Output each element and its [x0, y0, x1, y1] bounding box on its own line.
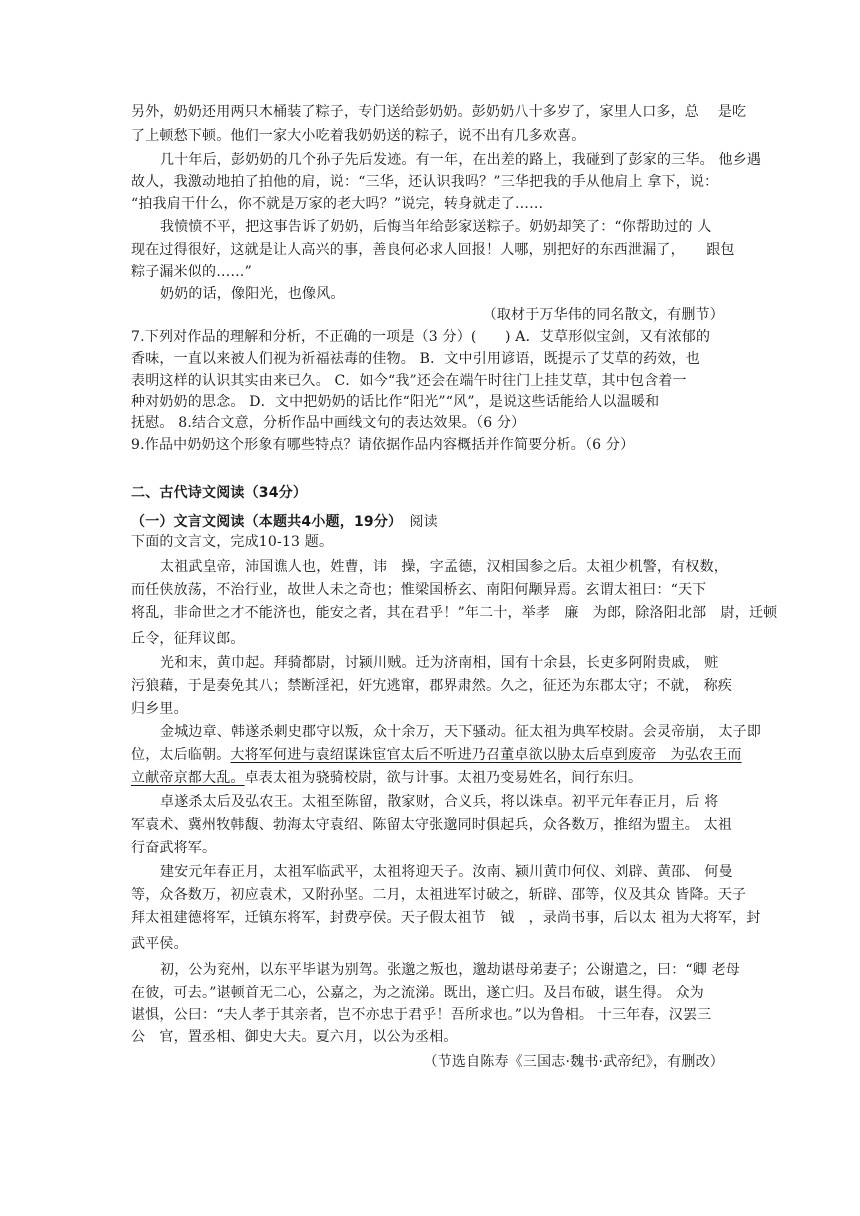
body-text-line: 粽子漏米似的……” [131, 264, 252, 280]
classical-text-line: 拜太祖建德将军，迁镇东将军，封费亭侯。天子假太祖节 钺 ，录尚书事，后以太 祖为大将军，封 [131, 910, 761, 926]
classical-text-line: 卓遂杀太后及弘农王。太祖至陈留，散家财，合义兵，将以诛卓。初平元年春正月，后 将 [160, 794, 719, 810]
subsection-heading-tail: 阅读 [409, 514, 438, 530]
body-text-line: 故人，我激动地拍了拍他的肩，说：“三华，还认识我吗？”三华把我的手从他肩上 拿下，说： [131, 174, 719, 190]
classical-text-line: 建安元年春正月，太祖军临武平，太祖将迎天子。汝南、颍川黄巾何仪、刘辟、黄邵、 何曼 [160, 864, 733, 880]
subsection-heading-row [131, 512, 438, 532]
body-text-line: 了上顿愁下顿。他们一家大小吃着我奶奶送的粽子，说不出有几多欢喜。 [131, 128, 586, 144]
underlined-passage: 立献帝京都大乱。 [131, 770, 245, 786]
classical-text-line: 谌惧，公曰：“夫人孝于其亲者，岂不亦忠于君乎！吾所求也。”以为鲁相。 十三年春，汉罢三 [131, 1007, 712, 1023]
underlined-passage: 大将军何进与袁绍谋诛宦官太后不听进乃召董卓欲以胁太后卓到废帝 为弘农王而 [230, 747, 742, 763]
classical-text-line: 公 官，置丞相、御史大夫。夏六月，以公为丞相。 [131, 1029, 458, 1045]
classical-text-line: 金城边章、韩遂杀刺史郡守以叛，众十余万，天下骚动。征太祖为典军校尉。会灵帝崩， 太子即 [160, 724, 762, 740]
body-text-line: 现在过得很好，这就是让人高兴的事，善良何必求人回报！人哪，别把好的东西泄漏了， 跟包 [131, 242, 735, 258]
text-span: 位，太后临朝。 [131, 747, 231, 763]
classical-text-line: 光和末，黄巾起。拜骑都尉，讨颍川贼。迁为济南相，国有十余县，长吏多阿附贵戚， 赃 [160, 655, 719, 671]
question-line: 种对奶奶的思念。 D．文中把奶奶的话比作“阳光”“风”，是说这些话能给人以温暖和 [131, 394, 660, 410]
body-text-line: 几十年后，彭奶奶的几个孙子先后发迹。有一年，在出差的路上，我碰到了彭家的三华。 他乡遇 [160, 152, 762, 168]
classical-text-line: 太祖武皇帝，沛国谯人也，姓曹，讳 操，字孟德，汉相国参之后。太祖少机警，有权数， [160, 559, 728, 575]
question-line: 9.作品中奶奶这个形象有哪些特点？请依据作品内容概括并作简要分析。（6 分） [131, 437, 635, 453]
classical-text-line: 等，众各数万，初应袁术，又附孙坚。二月，太祖进军讨破之，斩辟、邵等，仪及其众 皆降。天子 [131, 887, 747, 903]
classical-text-line: 丘令，征拜议郎。 [131, 631, 245, 647]
body-text-line: 我愤愤不平，把这事告诉了奶奶，后悔当年给彭家送粽子。奶奶却笑了：“你帮助过的 人 [160, 219, 712, 235]
question-line: 7.下列对作品的理解和分析，不正确的一项是（3 分）( ) A．艾草形似宝剑，又有浓郁的 [131, 329, 711, 345]
subsection-heading: （一）文言文阅读（本题共4小题，19分） [131, 514, 396, 530]
classical-text-line: 而任侠放荡，不治行业，故世人未之奇也；惟梁国桥玄、南阳何颙异焉。玄谓太祖曰：“天下 [131, 582, 707, 598]
body-text-line: 另外，奶奶还用两只木桶装了粽子，专门送给彭奶奶。彭奶奶八十多岁了，家里人口多，总 是吃 [131, 104, 747, 120]
classical-text-line [131, 745, 742, 765]
classical-text-line: 初，公为兖州，以东平毕谌为别驾。张邈之叛也，邈劫谌母弟妻子；公谢遣之，曰：“卿 老母 [160, 962, 741, 978]
classical-text-line: 将乱，非命世之才不能济也，能安之者，其在君乎！”年二十，举孝 廉 为郎，除洛阳北部 尉，迁顿 [131, 605, 778, 621]
classical-text-line: 污狼藉，于是奏免其八；禁断淫祀，奸宄逃窜，郡界肃然。久之，征还为东郡太守；不就， 称疾 [131, 678, 733, 694]
classical-text-line: 归乡里。 [131, 701, 188, 717]
body-text-line: “拍我肩干什么，你不就是万家的老大吗？”说完，转身就走了…… [131, 196, 544, 212]
classical-text-line: 行奋武将军。 [131, 840, 217, 856]
question-line: 抚慰。 8.结合文意，分析作品中画线文句的表达效果。（6 分） [131, 415, 526, 431]
source-citation: （节选自陈寿《三国志·魏书·武帝纪》，有删改） [423, 1054, 724, 1070]
body-text-line: 奶奶的话，像阳光，也像风。 [160, 286, 345, 302]
section-heading: 二、古代诗文阅读（34分） [131, 485, 308, 501]
classical-text-line: 军袁术、冀州牧韩馥、勃海太守袁绍、陈留太守张邈同时俱起兵，众各数万，推绍为盟主。 太祖 [131, 817, 733, 833]
text-span: 卓表太祖为骁骑校尉，欲与计事。太祖乃变易姓名，间行东归。 [244, 770, 643, 786]
classical-text-line [131, 768, 642, 788]
question-line: 香味，一直以来被人们视为祈福祛毒的佳物。 B．文中引用谚语，既提示了艾草的药效，也 [131, 351, 700, 367]
question-line: 表明这样的认识其实由来已久。 C．如今“我”还会在端午时往门上挂艾草，其中包含着一 [131, 373, 687, 389]
classical-text-line: 武平侯。 [131, 936, 188, 952]
source-citation: （取材于万华伟的同名散文，有删节） [482, 307, 724, 323]
instruction-text: 下面的文言文，完成10-13 题。 [131, 534, 334, 550]
classical-text-line: 在彼，可去。”谌顿首无二心，公嘉之，为之流涕。既出，遂亡归。及吕布破，谌生得。 众为 [131, 985, 705, 1001]
